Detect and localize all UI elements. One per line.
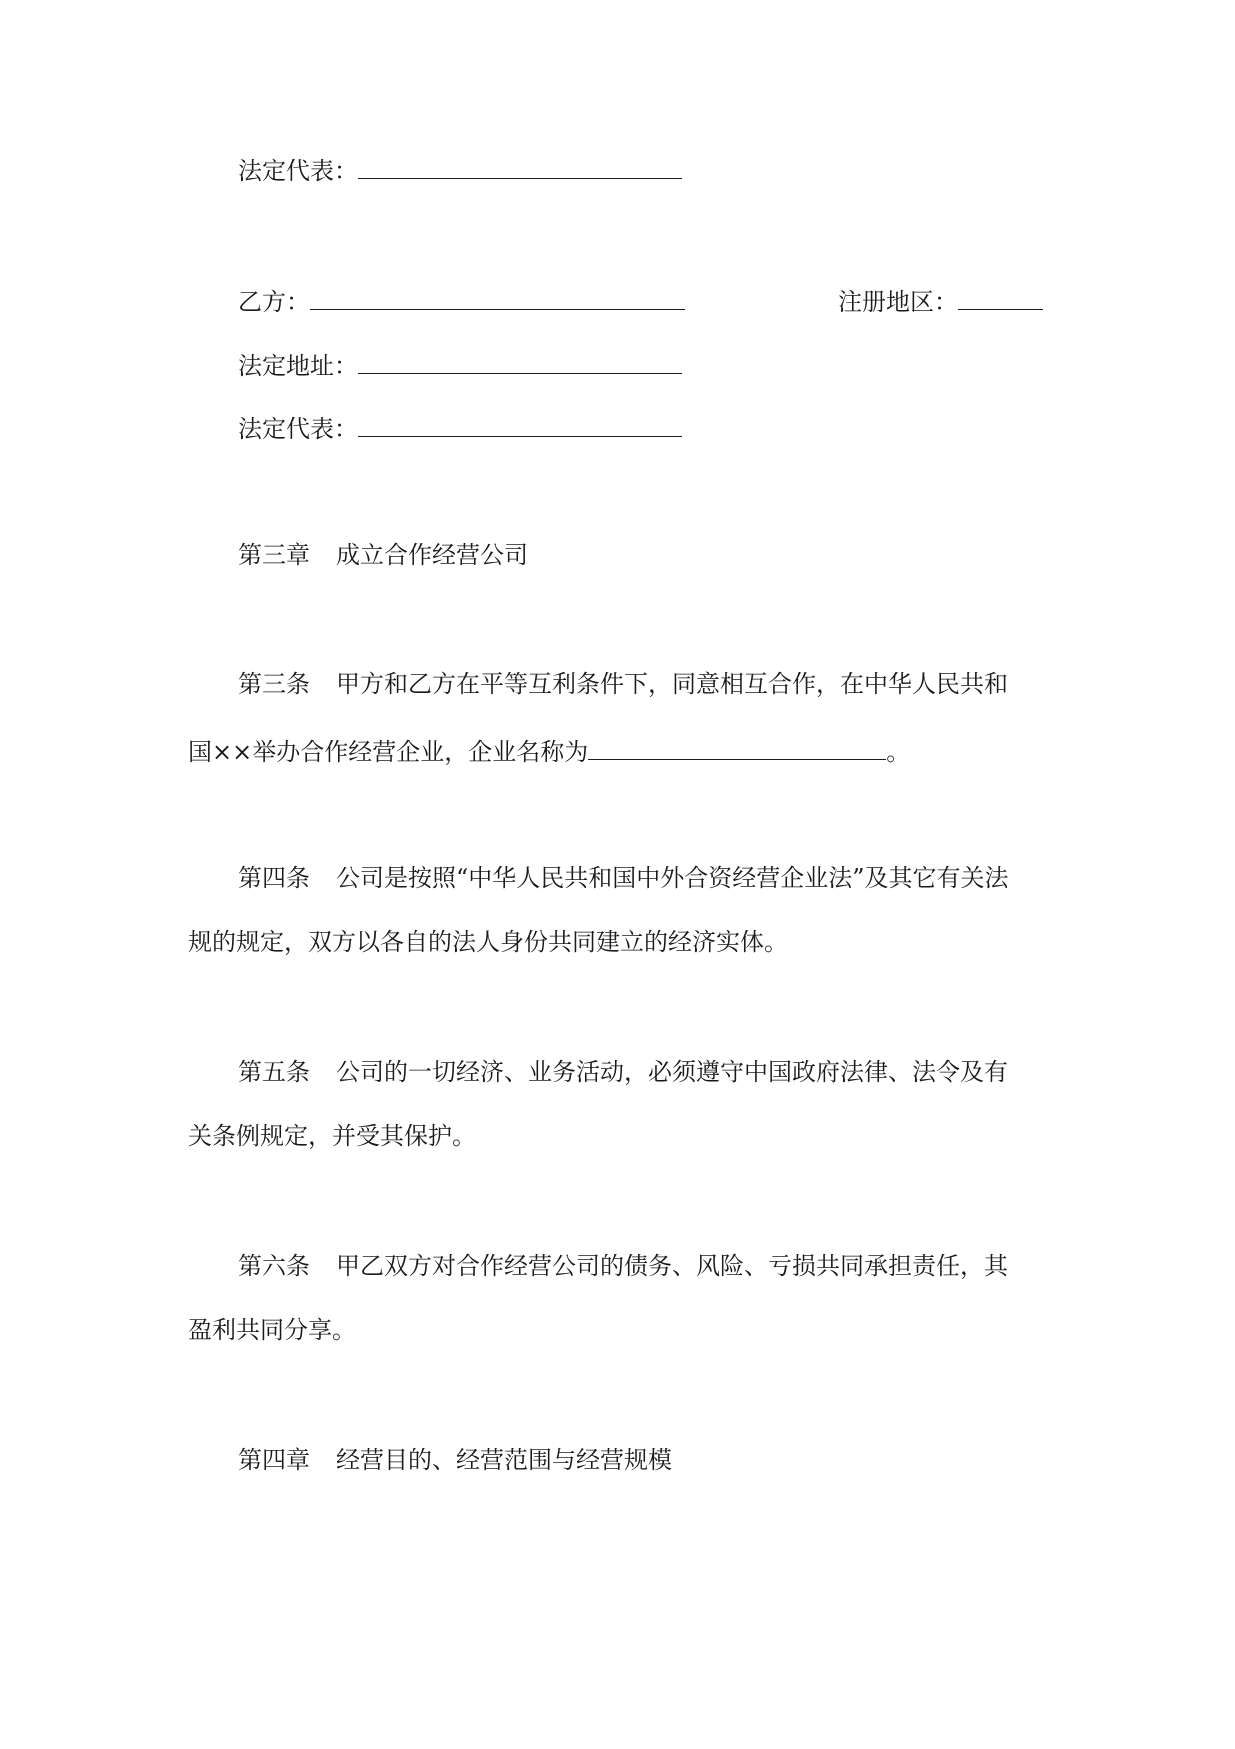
article-3-text-2-end: 。	[886, 738, 911, 766]
article-4-line-1	[238, 862, 1009, 894]
article-5-line-2	[188, 1120, 476, 1152]
article-5-text-2: 关条例规定，并受其保护。	[188, 1122, 476, 1150]
chapter-4-heading	[238, 1444, 672, 1476]
party-b-address-blank	[358, 347, 682, 374]
chapter-3-title: 成立合作经营公司	[336, 541, 528, 569]
article-3-text-2: 国××举办合作经营企业，企业名称为	[188, 738, 589, 766]
party-b-region-label: 注册地区：	[838, 288, 958, 316]
article-6-line-2	[188, 1314, 356, 1346]
article-4-line-2	[188, 926, 788, 958]
party-b-legal-rep-label: 法定代表：	[238, 415, 358, 443]
article-6-line-1	[238, 1250, 1008, 1282]
article-4-text-1: 公司是按照“中华人民共和国中外合资经营企业法”及其它有关法	[336, 864, 1009, 892]
article-4-text-2: 规的规定，双方以各自的法人身份共同建立的经济实体。	[188, 928, 788, 956]
party-b-name-line	[238, 283, 685, 315]
party-b-name-blank	[310, 283, 685, 310]
party-a-legal-rep-line	[238, 152, 682, 184]
party-a-legal-rep-blank	[358, 152, 682, 179]
article-3-line-1	[238, 668, 1008, 700]
party-b-legal-rep-line	[238, 410, 682, 442]
party-b-legal-rep-blank	[358, 410, 682, 437]
party-b-address-label: 法定地址：	[238, 352, 358, 380]
party-b-name-label: 乙方：	[238, 288, 310, 316]
chapter-4-title: 经营目的、经营范围与经营规模	[336, 1446, 672, 1474]
party-b-region-line	[838, 283, 1043, 315]
article-6-text-1: 甲乙双方对合作经营公司的债务、风险、亏损共同承担责任，其	[336, 1252, 1008, 1280]
article-5-number: 第五条	[238, 1058, 310, 1086]
party-b-region-blank	[958, 283, 1043, 310]
article-4-number: 第四条	[238, 864, 310, 892]
article-5-text-1: 公司的一切经济、业务活动，必须遵守中国政府法律、法令及有	[336, 1058, 1008, 1086]
article-5-line-1	[238, 1056, 1008, 1088]
company-name-blank	[588, 733, 886, 760]
article-3-number: 第三条	[238, 670, 310, 698]
article-6-number: 第六条	[238, 1252, 310, 1280]
party-b-address-line	[238, 347, 682, 379]
chapter-3-number: 第三章	[238, 541, 310, 569]
party-a-legal-rep-label: 法定代表：	[238, 157, 358, 185]
chapter-3-heading	[238, 539, 528, 571]
article-3-line-2	[188, 733, 910, 765]
article-6-text-2: 盈利共同分享。	[188, 1316, 356, 1344]
article-3-text-1: 甲方和乙方在平等互利条件下，同意相互合作，在中华人民共和	[336, 670, 1008, 698]
chapter-4-number: 第四章	[238, 1446, 310, 1474]
